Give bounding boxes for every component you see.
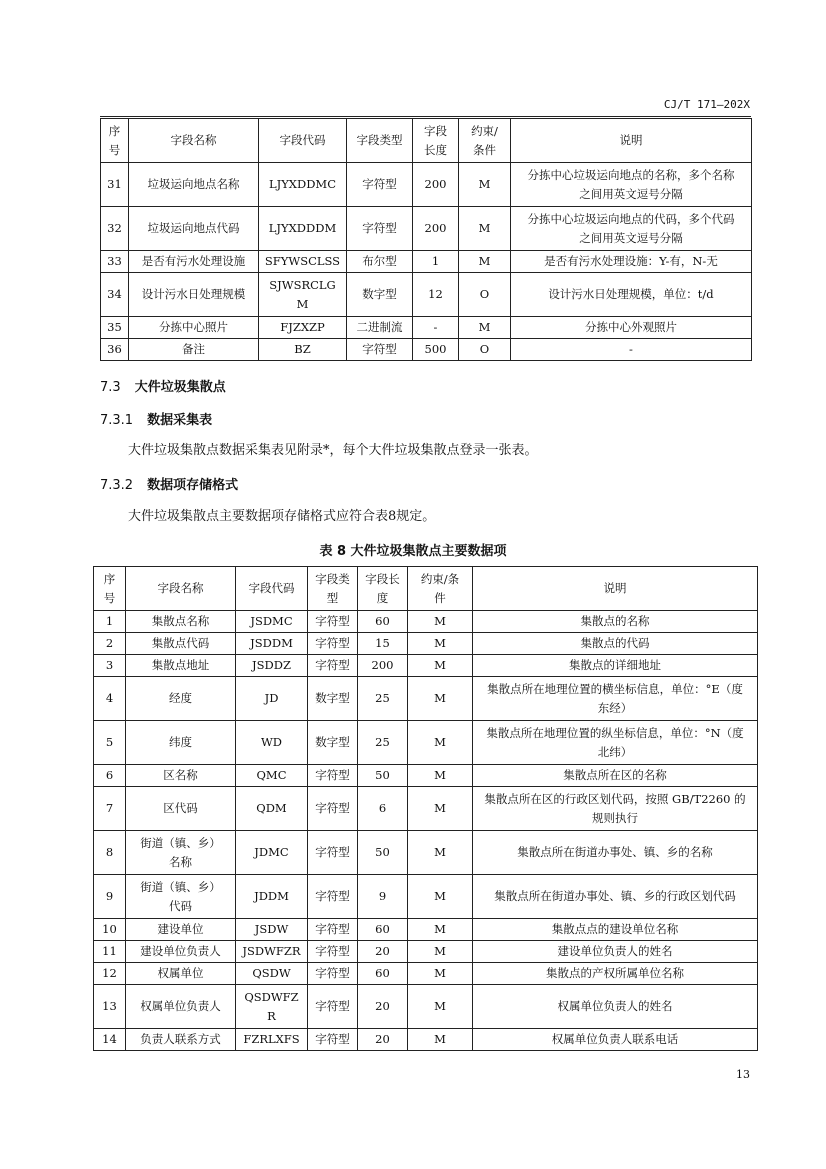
table-cell: 12 xyxy=(94,963,126,985)
table-cell: M xyxy=(459,163,511,207)
table-cell: SFYWSCLSS xyxy=(259,251,347,273)
table-cell: M xyxy=(408,875,473,919)
table-cell: 分拣中心照片 xyxy=(129,317,259,339)
table-row xyxy=(94,831,758,875)
table-cell: 设计污水日处理规模 xyxy=(129,273,259,317)
table-cell: 1 xyxy=(413,251,459,273)
table-cell: LJYXDDMC xyxy=(259,163,347,207)
table-cell: 20 xyxy=(358,1029,408,1051)
column-header: 说明 xyxy=(473,567,758,611)
table-row xyxy=(101,207,752,251)
table-cell: LJYXDDDM xyxy=(259,207,347,251)
page-number: 13 xyxy=(736,1068,750,1081)
column-header: 字段名称 xyxy=(126,567,236,611)
table-cell: 字符型 xyxy=(308,875,358,919)
section-7-3-2-text: 大件垃圾集散点主要数据项存储格式应符合表8规定。 xyxy=(128,509,436,524)
table-cell: 字符型 xyxy=(308,655,358,677)
table-cell: 数字型 xyxy=(308,677,358,721)
table-cell: 建设单位负责人的姓名 xyxy=(473,941,758,963)
table-cell: 1 xyxy=(94,611,126,633)
column-header: 字段代码 xyxy=(259,119,347,163)
table-row xyxy=(94,1029,758,1051)
table-cell: 200 xyxy=(358,655,408,677)
table-row xyxy=(101,339,752,361)
table-cell: 35 xyxy=(101,317,129,339)
column-header: 字段类型 xyxy=(347,119,413,163)
table-cell: 20 xyxy=(358,941,408,963)
table-cell: 32 xyxy=(101,207,129,251)
table-cell: 字符型 xyxy=(308,787,358,831)
table-cell: QSDWFZ R xyxy=(236,985,308,1029)
table-cell: 7 xyxy=(94,787,126,831)
table-cell: 6 xyxy=(358,787,408,831)
column-header: 约束/ 条件 xyxy=(459,119,511,163)
table-cell: QSDW xyxy=(236,963,308,985)
table-cell: 8 xyxy=(94,831,126,875)
table-cell: 字符型 xyxy=(308,611,358,633)
table-cell: - xyxy=(413,317,459,339)
table-cell: JSDWFZR xyxy=(236,941,308,963)
table-row xyxy=(94,721,758,765)
table-cell: 字符型 xyxy=(308,985,358,1029)
table-cell: 垃圾运向地点名称 xyxy=(129,163,259,207)
table-cell: 权属单位 xyxy=(126,963,236,985)
table-cell: 字符型 xyxy=(308,831,358,875)
table-cell: FJZXZP xyxy=(259,317,347,339)
table-cell: 集散点所在街道办事处、镇、乡的名称 xyxy=(473,831,758,875)
table-cell: SJWSRCLG M xyxy=(259,273,347,317)
table-cell: 备注 xyxy=(129,339,259,361)
table-cell: 25 xyxy=(358,677,408,721)
table-cell: 数字型 xyxy=(308,721,358,765)
table-cell: 是否有污水处理设施：Y-有，N-无 xyxy=(511,251,752,273)
table-cell: 字符型 xyxy=(308,765,358,787)
table-cell: M xyxy=(408,765,473,787)
table-cell: 权属单位负责人 xyxy=(126,985,236,1029)
table-cell: 集散点的详细地址 xyxy=(473,655,758,677)
table-8-caption: 表 8 大件垃圾集散点主要数据项 xyxy=(319,544,507,559)
table-cell: 25 xyxy=(358,721,408,765)
column-header: 序 号 xyxy=(94,567,126,611)
table-cell: M xyxy=(408,831,473,875)
table-cell: 集散点的产权所属单位名称 xyxy=(473,963,758,985)
table-cell: JSDDM xyxy=(236,633,308,655)
table-cell: 11 xyxy=(94,941,126,963)
table-cell: M xyxy=(408,721,473,765)
table-cell: 区名称 xyxy=(126,765,236,787)
table-cell: 31 xyxy=(101,163,129,207)
table-row xyxy=(94,941,758,963)
table-cell: 字符型 xyxy=(308,919,358,941)
table-row xyxy=(94,985,758,1029)
table-cell: M xyxy=(408,963,473,985)
table-cell: 分拣中心垃圾运向地点的名称，多个名称 之间用英文逗号分隔 xyxy=(511,163,752,207)
table-cell: 60 xyxy=(358,963,408,985)
table-cell: JDMC xyxy=(236,831,308,875)
table-cell: JD xyxy=(236,677,308,721)
section-7-3-1-heading: 7.3.1 数据采集表 xyxy=(100,413,213,428)
table-cell: JSDW xyxy=(236,919,308,941)
table-cell: 2 xyxy=(94,633,126,655)
table-cell: 字符型 xyxy=(308,941,358,963)
table-cell: 垃圾运向地点代码 xyxy=(129,207,259,251)
table-cell: 集散点地址 xyxy=(126,655,236,677)
table-cell: 9 xyxy=(358,875,408,919)
table-cell: M xyxy=(408,787,473,831)
table-cell: 纬度 xyxy=(126,721,236,765)
table-cell: 字符型 xyxy=(347,163,413,207)
table-cell: JSDMC xyxy=(236,611,308,633)
table-cell: 500 xyxy=(413,339,459,361)
column-header: 说明 xyxy=(511,119,752,163)
section-7-3-1-text: 大件垃圾集散点数据采集表见附录*，每个大件垃圾集散点登录一张表。 xyxy=(128,443,538,458)
table-cell: 60 xyxy=(358,611,408,633)
table-cell: M xyxy=(459,317,511,339)
table-cell: M xyxy=(408,985,473,1029)
table-cell: 区代码 xyxy=(126,787,236,831)
table-row xyxy=(101,273,752,317)
table-cell: 字符型 xyxy=(347,339,413,361)
table-cell: 60 xyxy=(358,919,408,941)
table-cell: 200 xyxy=(413,207,459,251)
table-cell: M xyxy=(408,633,473,655)
table-cell: 集散点所在街道办事处、镇、乡的行政区划代码 xyxy=(473,875,758,919)
table-cell: 36 xyxy=(101,339,129,361)
table-cell: 15 xyxy=(358,633,408,655)
table-cell: O xyxy=(459,273,511,317)
header-rule xyxy=(100,116,751,117)
column-header: 字段名称 xyxy=(129,119,259,163)
standard-code: CJ/T 171—202X xyxy=(663,98,750,111)
field-table-continued xyxy=(100,118,752,361)
table-cell: 14 xyxy=(94,1029,126,1051)
table-cell: JSDDZ xyxy=(236,655,308,677)
table-row xyxy=(94,875,758,919)
table-header-row xyxy=(101,119,752,163)
table-row xyxy=(94,787,758,831)
table-cell: 分拣中心垃圾运向地点的代码，多个代码 之间用英文逗号分隔 xyxy=(511,207,752,251)
table-cell: 权属单位负责人的姓名 xyxy=(473,985,758,1029)
table-cell: M xyxy=(408,1029,473,1051)
table-row xyxy=(94,611,758,633)
table-cell: 经度 xyxy=(126,677,236,721)
table-cell: 9 xyxy=(94,875,126,919)
table-row xyxy=(94,633,758,655)
table-cell: 二进制流 xyxy=(347,317,413,339)
table-cell: 集散点所在地理位置的纵坐标信息，单位：°N（度 北纬） xyxy=(473,721,758,765)
table-cell: QMC xyxy=(236,765,308,787)
table-cell: 负责人联系方式 xyxy=(126,1029,236,1051)
table-cell: 字符型 xyxy=(308,1029,358,1051)
table-cell: 5 xyxy=(94,721,126,765)
table-cell: JDDM xyxy=(236,875,308,919)
table-cell: 13 xyxy=(94,985,126,1029)
table-row xyxy=(94,765,758,787)
table-cell: 建设单位负责人 xyxy=(126,941,236,963)
table-cell: 字符型 xyxy=(308,633,358,655)
column-header: 字段长 度 xyxy=(358,567,408,611)
table-header-row xyxy=(94,567,758,611)
table-cell: 200 xyxy=(413,163,459,207)
table-cell: M xyxy=(459,207,511,251)
table-row xyxy=(94,919,758,941)
table-cell: 布尔型 xyxy=(347,251,413,273)
column-header: 字段代码 xyxy=(236,567,308,611)
table-row xyxy=(94,655,758,677)
table-row xyxy=(94,677,758,721)
table-cell: - xyxy=(511,339,752,361)
table-cell: 集散点名称 xyxy=(126,611,236,633)
table-cell: 集散点代码 xyxy=(126,633,236,655)
table-cell: 3 xyxy=(94,655,126,677)
table-cell: 集散点的名称 xyxy=(473,611,758,633)
table-cell: 街道（镇、乡） 名称 xyxy=(126,831,236,875)
table-cell: 数字型 xyxy=(347,273,413,317)
table-cell: 集散点所在区的行政区划代码，按照 GB/T2260 的 规则执行 xyxy=(473,787,758,831)
table-cell: WD xyxy=(236,721,308,765)
section-7-3-2-heading: 7.3.2 数据项存储格式 xyxy=(100,478,239,493)
table-row xyxy=(101,317,752,339)
table-cell: 10 xyxy=(94,919,126,941)
table-cell: M xyxy=(408,677,473,721)
column-header: 字段类 型 xyxy=(308,567,358,611)
column-header: 字段 长度 xyxy=(413,119,459,163)
table-8-bulky-waste-fields xyxy=(93,566,758,1051)
table-cell: 4 xyxy=(94,677,126,721)
table-cell: 分拣中心外观照片 xyxy=(511,317,752,339)
table-row xyxy=(101,251,752,273)
section-7-3-heading: 7.3 大件垃圾集散点 xyxy=(100,380,226,395)
table-cell: 字符型 xyxy=(347,207,413,251)
table-cell: O xyxy=(459,339,511,361)
table-cell: FZRLXFS xyxy=(236,1029,308,1051)
table-cell: 建设单位 xyxy=(126,919,236,941)
table-cell: 50 xyxy=(358,765,408,787)
table-cell: 20 xyxy=(358,985,408,1029)
table-cell: M xyxy=(408,611,473,633)
table-cell: QDM xyxy=(236,787,308,831)
table-cell: 6 xyxy=(94,765,126,787)
table-cell: 字符型 xyxy=(308,963,358,985)
table-cell: M xyxy=(408,941,473,963)
table-cell: 集散点所在区的名称 xyxy=(473,765,758,787)
table-cell: 33 xyxy=(101,251,129,273)
table-cell: 是否有污水处理设施 xyxy=(129,251,259,273)
table-cell: 12 xyxy=(413,273,459,317)
table-cell: M xyxy=(459,251,511,273)
column-header: 序 号 xyxy=(101,119,129,163)
table-cell: BZ xyxy=(259,339,347,361)
table-cell: 34 xyxy=(101,273,129,317)
table-cell: 50 xyxy=(358,831,408,875)
table-cell: 权属单位负责人联系电话 xyxy=(473,1029,758,1051)
table-cell: 集散点所在地理位置的横坐标信息，单位：°E（度 东经） xyxy=(473,677,758,721)
table-cell: 街道（镇、乡） 代码 xyxy=(126,875,236,919)
table-cell: 集散点的代码 xyxy=(473,633,758,655)
table-cell: 设计污水日处理规模，单位：t/d xyxy=(511,273,752,317)
table-cell: M xyxy=(408,919,473,941)
column-header: 约束/条 件 xyxy=(408,567,473,611)
table-row xyxy=(101,163,752,207)
table-row xyxy=(94,963,758,985)
table-cell: M xyxy=(408,655,473,677)
table-cell: 集散点点的建设单位名称 xyxy=(473,919,758,941)
